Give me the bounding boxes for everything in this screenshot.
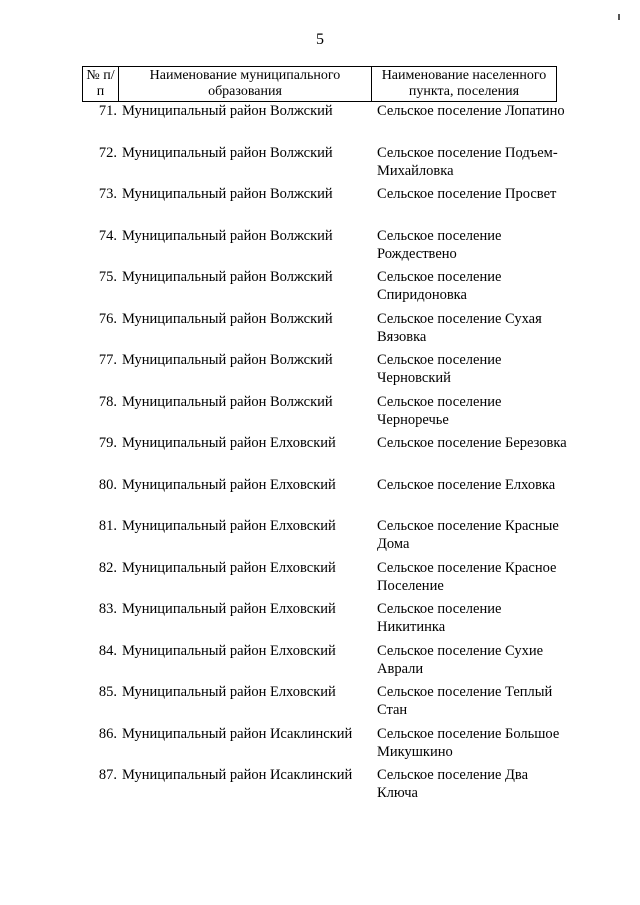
row-municipality: Муниципальный район Елховский — [122, 518, 336, 534]
row-settlement: Сельское поселение Спиридоновка — [377, 269, 502, 303]
table-row — [0, 185, 640, 227]
row-municipality: Муниципальный район Волжский — [122, 269, 333, 285]
row-municipality: Муниципальный район Елховский — [122, 476, 336, 493]
row-municipality: Муниципальный район Елховский — [122, 642, 336, 659]
header-municipality: Наименование муниципального образования — [119, 67, 372, 101]
scan-artifact — [618, 14, 620, 20]
row-settlement: Сельское поселение Елховка — [377, 476, 556, 493]
row-settlement: Сельское поселение Березовка — [377, 435, 567, 451]
row-number: 72. — [98, 144, 117, 161]
row-settlement: Сельское поселение Красное Поселение — [377, 559, 557, 594]
row-settlement: Сельское поселение Рождествено — [377, 227, 502, 262]
row-number: 87. — [98, 767, 117, 783]
row-number: 82. — [98, 559, 117, 576]
row-settlement: Сельское поселение Сухие Аврали — [377, 642, 544, 677]
row-number: 86. — [98, 725, 117, 742]
table-row — [0, 227, 640, 269]
row-settlement: Сельское поселение Никитинка — [377, 601, 502, 635]
row-number: 71. — [98, 103, 117, 119]
table-row — [0, 144, 640, 186]
row-settlement: Сельское поселение Сухая Вязовка — [377, 310, 542, 345]
table-row — [0, 351, 640, 393]
row-settlement: Сельское поселение Большое Микушкино — [377, 725, 560, 760]
table-row — [0, 476, 640, 518]
row-number: 85. — [98, 684, 117, 700]
row-settlement: Сельское поселение Черновский — [377, 352, 502, 386]
page-number: 5 — [316, 31, 324, 48]
table-body — [0, 102, 640, 808]
header-num: № п/п — [83, 67, 119, 101]
row-settlement: Сельское поселение Красные Дома — [377, 518, 559, 552]
row-number: 73. — [98, 186, 117, 202]
table-row — [0, 559, 640, 601]
row-municipality: Муниципальный район Волжский — [122, 144, 333, 161]
row-municipality: Муниципальный район Исаклинский — [122, 725, 353, 742]
row-number: 75. — [98, 269, 117, 285]
row-municipality: Муниципальный район Елховский — [122, 601, 336, 617]
table-row — [0, 683, 640, 725]
row-municipality: Муниципальный район Волжский — [122, 227, 333, 244]
row-municipality: Муниципальный район Елховский — [122, 559, 336, 576]
row-municipality: Муниципальный район Волжский — [122, 186, 333, 202]
row-number: 81. — [98, 518, 117, 534]
header-settlement: Наименование населенного пункта, поселения — [381, 68, 547, 99]
table-row — [0, 642, 640, 684]
row-municipality: Муниципальный район Елховский — [122, 684, 336, 700]
table-row — [0, 102, 640, 144]
row-number: 78. — [98, 393, 117, 410]
table-header — [82, 66, 557, 102]
table-row — [0, 517, 640, 559]
row-number: 79. — [98, 435, 117, 451]
table-row — [0, 600, 640, 642]
table-row — [0, 393, 640, 435]
row-number: 84. — [98, 642, 117, 659]
row-settlement: Сельское поселение Черноречье — [377, 393, 502, 428]
row-municipality: Муниципальный район Волжский — [122, 103, 333, 119]
row-municipality: Муниципальный район Волжский — [122, 352, 333, 368]
table-row — [0, 268, 640, 310]
table-row — [0, 310, 640, 352]
row-municipality: Муниципальный район Исаклинский — [122, 767, 353, 783]
row-settlement: Сельское поселение Подъем-Михайловка — [377, 144, 558, 179]
row-number: 76. — [98, 310, 117, 327]
row-settlement: Сельское поселение Теплый Стан — [377, 684, 553, 718]
row-number: 83. — [98, 601, 117, 617]
row-municipality: Муниципальный район Волжский — [122, 310, 333, 327]
row-number: 77. — [98, 352, 117, 368]
row-settlement: Сельское поселение Лопатино — [377, 103, 565, 119]
row-number: 80. — [98, 476, 117, 493]
table-row — [0, 766, 640, 808]
row-number: 74. — [98, 227, 117, 244]
table-row — [0, 725, 640, 767]
row-settlement: Сельское поселение Два Ключа — [377, 767, 529, 801]
row-municipality: Муниципальный район Елховский — [122, 435, 336, 451]
row-municipality: Муниципальный район Волжский — [122, 393, 333, 410]
table-row — [0, 434, 640, 476]
row-settlement: Сельское поселение Просвет — [377, 186, 557, 202]
